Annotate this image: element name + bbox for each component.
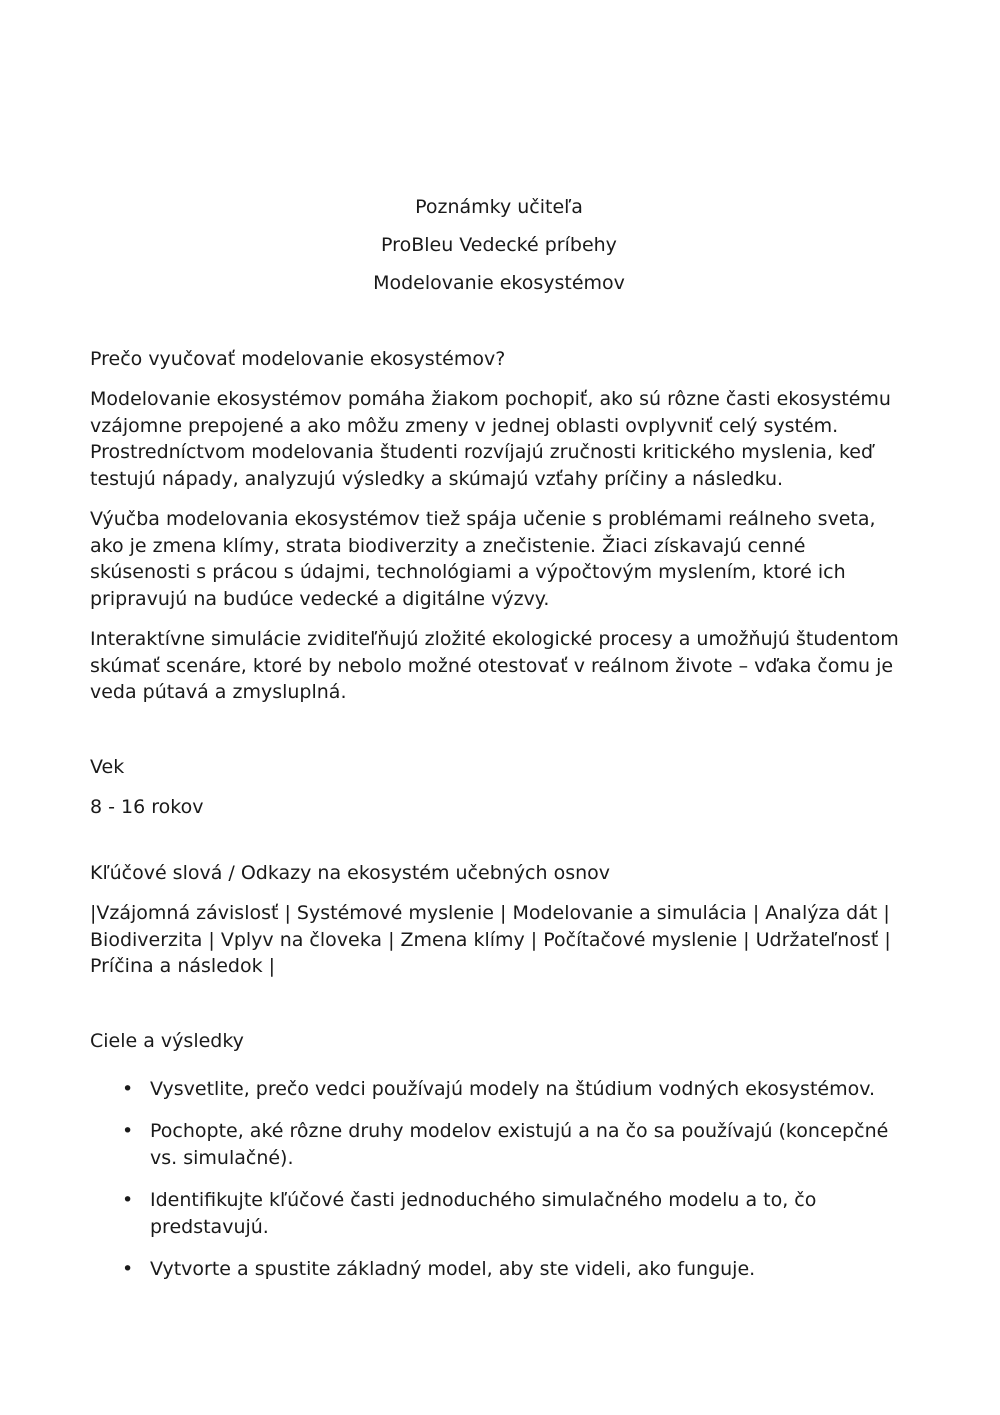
list-item-text: Pochopte, aké rôzne druhy modelov existujú a na čo sa používajú (koncepčné vs. simulačné). [150,1120,889,1169]
value-age-range: 8 - 16 rokov [90,795,204,818]
list-item [90,1076,908,1103]
spacer-why-p1 [90,492,908,506]
title-line-series: ProBleu Vedecké príbehy [381,234,617,256]
list-item-text: Vytvorte a spustite základný model, aby ste videli, ako funguje. [150,1258,756,1280]
list-item [90,1256,908,1283]
bullet-marker-icon: • [122,1120,134,1142]
bullet-marker-icon: • [122,1258,134,1280]
spacer-keywords-heading [90,886,908,900]
spacer-age-heading [90,780,908,794]
bullet-marker-icon: • [122,1077,134,1100]
paragraph-why-2: Výučba modelovania ekosystémov tiež spája učenie s problémami reálneho sveta, ako je zmena klímy, strata biodiverzity a znečistenie. Žiaci získavajú cenné skúsenosti s prácou s údajmi, technológiami a výpočtovým myslením, ktoré ich pripravujú na budúce vedecké a digitálne výzvy. [90,508,876,610]
spacer-why-heading [90,372,908,386]
value-keywords-list: |Vzájomná závislosť | Systémové myslenie | Modelovanie a simulácia | Analýza dát | Biodiverzita | Vplyv na človeka | Zmena klímy | Počítačové myslenie | Udržateľnosť | Príčina a následok | [90,902,891,977]
list-item [90,1187,908,1240]
heading-keywords: Kľúčové slová / Odkazy na ekosystém učebných osnov [90,862,611,884]
spacer-why-p2 [90,612,908,626]
list-item [90,1118,908,1171]
heading-objectives: Ciele a výsledky [90,1029,244,1052]
heading-why-teach: Prečo vyučovať modelovanie ekosystémov? [90,348,506,370]
spacer-objectives-heading [90,1054,908,1076]
paragraph-why-1: Modelovanie ekosystémov pomáha žiakom pochopiť, ako sú rôzne časti ekosystému vzájomne prepojené a ako môžu zmeny v jednej oblasti ovplyvniť celý systém. Prostredníctvom modelovania študenti rozvíjajú zručnosti kritického myslenia, keď testujú nápady, analyzujú výsledky a skúmajú vzťahy príčiny a následku. [90,388,891,490]
objectives-list [90,1076,908,1283]
spacer-before-objectives [90,980,908,1028]
bullet-marker-icon: • [122,1189,134,1211]
heading-age: Vek [90,755,125,778]
document-title-block [90,188,908,302]
spacer-after-titles [90,302,908,346]
spacer-before-age [90,706,908,754]
list-item-text: Vysvetlite, prečo vedci používajú modely na štúdium vodných ekosystémov. [150,1077,876,1100]
list-item-text: Identifikujte kľúčové časti jednoduchého simulačného modelu a to, čo predstavujú. [150,1189,817,1238]
document-content [90,188,908,1283]
title-line-topic: Modelovanie ekosystémov [373,272,625,294]
spacer-before-keywords [90,820,908,860]
paragraph-why-3: Interaktívne simulácie zviditeľňujú zložité ekologické procesy a umožňujú študentom skúmať scenáre, ktoré by nebolo možné otestovať v reálnom živote – vďaka čomu je veda pútavá a zmysluplná. [90,628,899,703]
title-line-notes: Poznámky učiteľa [415,196,583,218]
